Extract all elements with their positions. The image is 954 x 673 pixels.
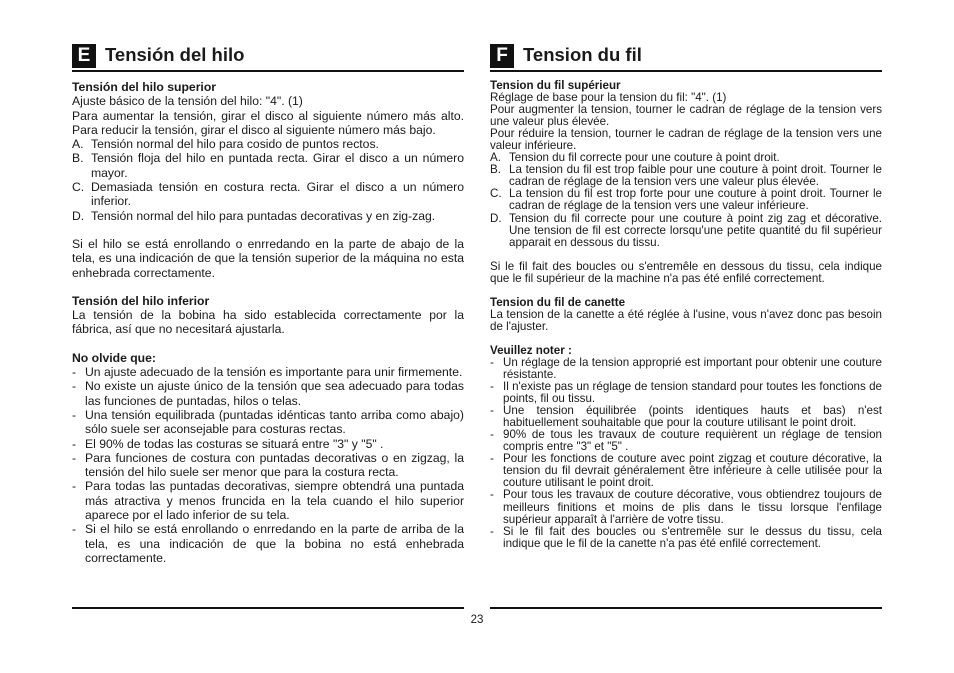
list-item: D. Tensión normal del hilo para puntadas decorativas y en zig-zag. [72, 208, 436, 223]
list-item: - Pour les fonctions de couture avec point zigzag et couture décorative, la tension du fil devrait généralement être inférieure à celle utilisée pour la couture utilisant le point droit. [490, 452, 882, 490]
list-item: - Si le fil fait des boucles ou s'entremêle sur le dessus du tissu, cela indique que le fil de la canette n'a pas été enfilé correctement. [490, 524, 882, 550]
paragraph: La tension de la canette a été réglée à l'usine, vous n'avez donc pas besoin de l'ajuster. [490, 307, 882, 333]
lower-thread-heading-fr: Tension du fil de canette [490, 295, 626, 309]
paragraph: Réglage de base pour la tension du fil: "4". (1) [490, 91, 727, 105]
list-item: - Il n'existe pas un réglage de tension standard pour toutes les fonctions de points, fil ou tissu. [490, 380, 882, 406]
section-title-fr: Tension du fil [523, 44, 642, 65]
list-item: - Una tensión equilibrada (puntadas idénticas tanto arriba como abajo) sólo suele ser aconsejable para costuras rectas. [72, 407, 464, 437]
section-body-fr [490, 80, 882, 550]
list-item: - Si el hilo se está enrollando o enrredando en la parte de arriba de la tela, es una indicación de que la bobina no está enhebrada correctamente. [72, 522, 464, 565]
list-item: - El 90% de todas las costuras se situará entre "3" y "5" . [72, 436, 384, 451]
section-header-fr [490, 38, 882, 70]
footer-rule-fr [490, 607, 882, 609]
list-item: A. Tension du fil correcte pour une couture à point droit. [490, 151, 780, 165]
remember-heading-fr: Veuillez noter : [490, 343, 572, 357]
paragraph: Pour augmenter la tension, tourner le cadran de réglage de la tension vers une valeur plus élevée. [490, 103, 882, 129]
header-rule-fr [490, 70, 882, 72]
list-item: - No existe un ajuste único de la tensión que sea adecuado para todas las funciones de puntadas, hilos o telas. [72, 379, 464, 408]
list-item: B. Tensión floja del hilo en puntada recta. Girar el disco a un número mayor. [72, 151, 464, 180]
list-item: D. Tension du fil correcte pour une couture à point zig zag et décorative. Une tension de fil est correcte lorsqu'une petite quantité du fil supérieur apparait en dessous du tissu. [490, 211, 882, 249]
list-item: A. Tensión normal del hilo para cosido de puntos rectos. [72, 137, 379, 152]
upper-thread-heading-es: Tensión del hilo superior [72, 80, 217, 94]
list-item: C. Demasiada tensión en costura recta. Girar el disco a un número inferior. [72, 180, 464, 209]
upper-thread-heading-fr: Tension du fil supérieur [490, 79, 621, 92]
list-item: C. La tension du fil est trop forte pour une couture à point droit. Tourner le cadran de réglage de la tension vers une valeur inférieure. [490, 187, 882, 213]
list-item: - Pour tous les travaux de couture décorative, vous obtiendrez toujours de meilleurs finitions et moins de plis dans le tissu lorsque l'enfilage supérieur apparaît à l'arrière de votre tissu. [490, 488, 882, 526]
section-es [72, 38, 464, 565]
lower-thread-heading-es: Tensión del hilo inferior [72, 293, 210, 308]
paragraph: Si le fil fait des boucles ou s'entremêle en dessous du tissu, cela indique que le fil supérieur de la machine n'a pas été enfilé correctement. [490, 259, 882, 285]
section-body-es [72, 80, 464, 565]
language-badge-es: E [72, 44, 96, 68]
section-header-es [72, 38, 464, 70]
list-item: - Un réglage de la tension approprié est important pour obtenir une couture résistante. [490, 355, 882, 381]
list-item: - 90% de tous les travaux de couture requièrent un réglage de tension compris entre "3" et "5" . [490, 428, 882, 454]
page-number: 23 [470, 614, 484, 626]
footer-rule-es [72, 607, 464, 609]
paragraph: Ajuste básico de la tensión del hilo: "4". (1) [72, 94, 303, 109]
list-item: - Para todas las puntadas decorativas, siempre obtendrá una puntada más atractiva y menos fruncida en la tela cuando el hilo superior aparece por el lado inferior de su tela. [72, 479, 464, 523]
paragraph: La tensión de la bobina ha sido establecida correctamente por la fábrica, así que no necesitará ajustarla. [72, 308, 464, 337]
section-title-es: Tensión del hilo [105, 44, 245, 65]
language-badge-fr: F [490, 44, 514, 68]
header-rule-es [72, 70, 464, 72]
paragraph: Para aumentar la tensión, girar el disco al siguiente número más alto. Para reducir la tensión, girar el disco al siguiente número más bajo. [72, 108, 464, 137]
list-item: - Une tension équilibrée (points identiques hauts et bas) n'est habituellement souhaitable que pour la couture utilisant le point droit. [490, 404, 882, 430]
paragraph: Si el hilo se está enrollando o enrredando en la parte de abajo de la tela, es una indicación de que la tensión superior de la máquina no esta enhebrada correctamente. [72, 236, 464, 280]
paragraph: Pour réduire la tension, tourner le cadran de réglage de la tension vers une valeur inférieure. [490, 127, 882, 153]
list-item: - Para funciones de costura con puntadas decorativas o en zigzag, la tensión del hilo suele ser menor que para la costura recta. [72, 450, 464, 480]
list-item: B. La tension du fil est trop faible pour une couture à point droit. Tourner le cadran de réglage de la tension vers une valeur plus élevée. [490, 163, 882, 189]
section-fr [490, 38, 882, 550]
list-item: - Un ajuste adecuado de la tensión es importante para unir firmemente. [72, 365, 463, 380]
remember-heading-es: No olvide que: [72, 350, 156, 365]
